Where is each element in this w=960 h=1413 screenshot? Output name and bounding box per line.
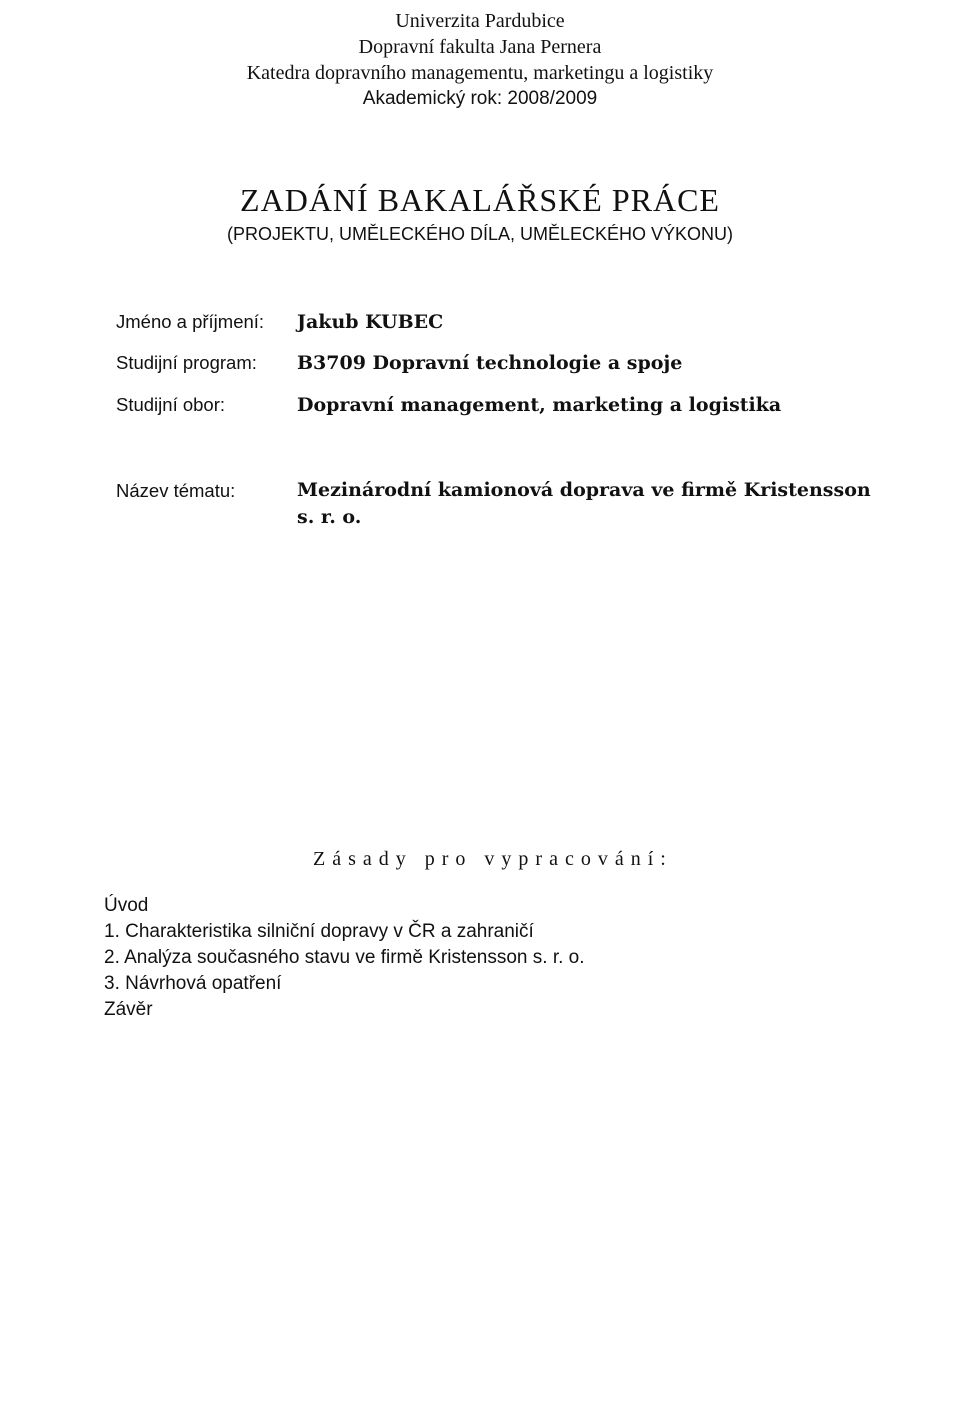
document-subtitle: (PROJEKTU, UMĚLECKÉHO DÍLA, UMĚLECKÉHO VÝKONU) <box>226 224 734 244</box>
topic-label: Název tématu: <box>116 480 236 501</box>
student-name-row <box>0 308 960 338</box>
topic-row <box>0 477 960 528</box>
academic-year: Akademický rok: 2008/2009 <box>362 88 598 109</box>
faculty-name: Dopravní fakulta Jana Pernera <box>358 36 602 58</box>
topic-value <box>297 477 897 531</box>
study-field-label: Studijní obor: <box>116 394 226 415</box>
list-item: Závěr <box>104 999 153 1020</box>
list-item: 3. Návrhová opatření <box>104 973 282 994</box>
document-title: ZADÁNÍ BAKALÁŘSKÉ PRÁCE <box>240 182 720 218</box>
list-item: Úvod <box>104 895 149 916</box>
study-program-value: B3709 Dopravní technologie a spoje <box>297 352 683 374</box>
document-header <box>0 8 960 112</box>
list-item: 2. Analýza současného stavu ve firmě Kristensson s. r. o. <box>104 947 585 968</box>
department-name: Katedra dopravního managementu, marketingu a logistiky <box>246 62 714 84</box>
study-program-row <box>0 349 960 379</box>
student-name-label: Jméno a příjmení: <box>116 311 265 332</box>
study-program-label: Studijní program: <box>116 352 257 373</box>
student-name-value: Jakub KUBEC <box>297 311 444 333</box>
list-item: 1. Charakteristika silniční dopravy v ČR a zahraničí <box>104 921 534 942</box>
study-field-value: Dopravní management, marketing a logistika <box>297 394 782 416</box>
university-name: Univerzita Pardubice <box>395 10 565 32</box>
topic-line-2: s. r. o. <box>297 506 362 528</box>
topic-line-1: Mezinárodní kamionová doprava ve firmě Kristensson <box>297 479 871 501</box>
guidelines-list <box>104 893 585 1023</box>
study-field-row <box>0 391 960 421</box>
guidelines-heading: Zásady pro vypracování: <box>313 848 673 870</box>
